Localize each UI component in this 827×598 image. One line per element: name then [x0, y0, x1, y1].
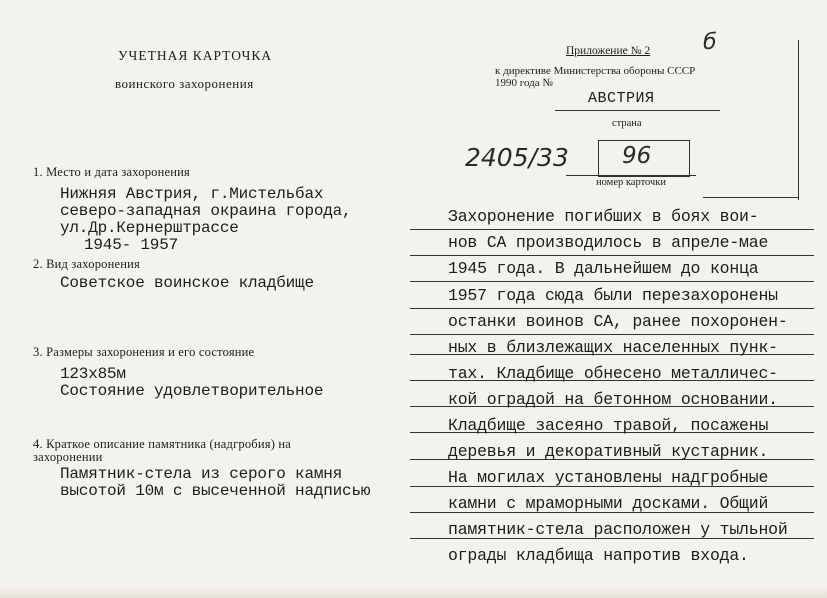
section-2-label: 2. Вид захоронения — [33, 257, 140, 271]
card-number-label: номер карточки — [596, 177, 666, 188]
handwritten-card-number: 96 — [622, 143, 652, 169]
section-4-line: высотой 10м с высеченной надписью — [60, 482, 371, 500]
description-line: памятник-стела расположен у тыльной — [448, 520, 788, 539]
country-underline — [555, 110, 720, 111]
country-value: АВСТРИЯ — [588, 90, 655, 107]
directive-line-1: к директиве Министерства обороны СССР — [495, 65, 696, 77]
section-4-label: 4. Краткое описание памятника (надгробия) на захоронении — [33, 437, 292, 464]
description-line: ных в близлежащих населенных пунк- — [448, 338, 778, 357]
section-1-value — [60, 186, 351, 254]
section-1-line: 1945- 1957 — [84, 236, 179, 254]
description-line: деревья и декоративный кустарник. — [448, 442, 769, 461]
appendix-label: Приложение № 2 — [566, 45, 651, 57]
section-4-line: Памятник-стела из серого камня — [60, 465, 343, 483]
description-line: 1945 года. В дальнейшем до конца — [448, 259, 759, 278]
ruled-line — [410, 255, 814, 256]
description-line: Захоронение погибших в боях вои- — [448, 207, 759, 226]
section-1-line: северо-западная окраина города, — [60, 202, 352, 220]
margin-pen-line — [798, 40, 799, 200]
handwritten-corner-letter: б — [703, 30, 717, 55]
directive-reference — [495, 65, 695, 89]
section-1-label: 1. Место и дата захоронения — [33, 165, 190, 179]
ruled-line — [410, 229, 814, 230]
description-line: останки воинов СА, ранее похоронен- — [448, 312, 788, 331]
directive-line-2: 1990 года № — [495, 77, 553, 89]
section-2-value — [60, 275, 314, 292]
card-title: УЧЕТНАЯ КАРТОЧКА — [118, 48, 273, 63]
margin-pen-hook — [703, 197, 799, 198]
description-line: кой оградой на бетонном основании. — [448, 390, 778, 409]
ruled-line — [410, 334, 814, 335]
section-1-line: ул.Др.Кернерштрассе — [60, 219, 239, 237]
handwritten-reference-number: 2405/33 — [465, 143, 569, 172]
ruled-line — [410, 308, 814, 309]
section-3-value — [60, 366, 323, 400]
section-3-line: Состояние удовлетворительное — [60, 382, 324, 400]
ruled-line — [410, 281, 814, 282]
section-4-value — [60, 466, 370, 500]
section-1-line: Нижняя Австрия, г.Мистельбах — [60, 185, 324, 203]
description-line: ограды кладбища напротив входа. — [448, 546, 749, 565]
card-bottom-edge — [0, 586, 827, 598]
section-3-label: 3. Размеры захоронения и его состояние — [33, 345, 255, 359]
section-3-line: 123х85м — [60, 365, 126, 383]
section-2-line: Советское воинское кладбище — [60, 274, 314, 292]
description-line: камни с мраморными досками. Общий — [448, 494, 769, 513]
description-line: 1957 года сюда были перезахоронены — [448, 286, 778, 305]
description-line: Кладбище засеяно травой, посажены — [448, 416, 769, 435]
description-line: На могилах установлены надгробные — [448, 468, 769, 487]
card-subtitle: воинского захоронения — [115, 76, 254, 91]
card-number-underline — [566, 175, 696, 176]
country-label: страна — [612, 118, 642, 129]
description-line: нов СА производилось в апреле-мае — [448, 233, 769, 252]
description-line: тах. Кладбище обнесено металличес- — [448, 364, 778, 383]
